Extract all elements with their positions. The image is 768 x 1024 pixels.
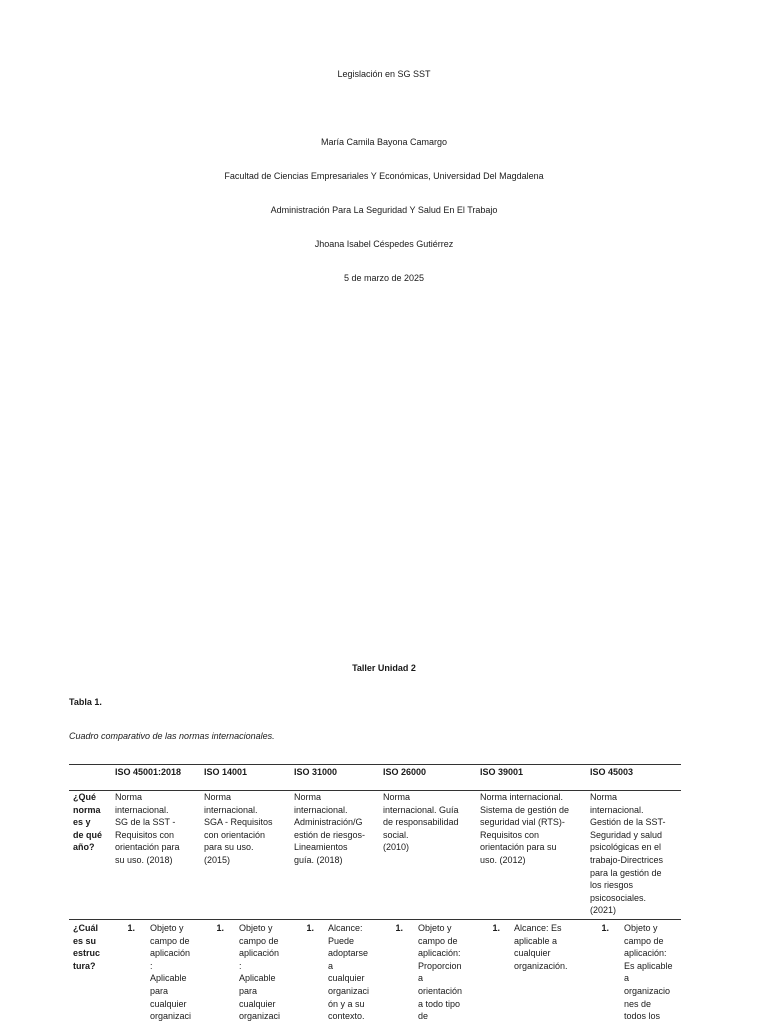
row-header-estructura: ¿Cuál es su estruc tura? xyxy=(73,923,101,971)
document-title: Legislación en SG SST xyxy=(337,69,431,79)
table-top-rule xyxy=(69,764,681,765)
list-number: 1. xyxy=(492,923,500,933)
teacher-name: Jhoana Isabel Céspedes Gutiérrez xyxy=(314,239,454,249)
cell-26000-norma: Norma internacional. Guía de responsabilidad social. (2010) xyxy=(383,792,459,853)
cell-45001-estructura: Objeto y campo de aplicación : Aplicable para cualquier organizaci xyxy=(150,923,192,1022)
list-number: 1. xyxy=(216,923,224,933)
course-name: Administración Para La Seguridad Y Salud En El Trabajo xyxy=(270,205,498,215)
cell-45001-norma: Norma internacional. SG de la SST - Requisitos con orientación para su uso. (2018) xyxy=(115,792,180,865)
list-number: 1. xyxy=(601,923,609,933)
cell-39001-norma: Norma internacional. Sistema de gestión de seguridad vial (RTS)- Requisitos con orientación para su uso. (2012) xyxy=(480,792,570,865)
cell-14001-norma: Norma internacional. SGA - Requisitos con orientación para su uso. (2015) xyxy=(204,792,273,865)
author-name: María Camila Bayona Camargo xyxy=(320,137,448,147)
faculty-name: Facultad de Ciencias Empresariales Y Económicas, Universidad Del Magdalena xyxy=(224,171,544,181)
document-date: 5 de marzo de 2025 xyxy=(343,273,425,283)
list-number: 1. xyxy=(395,923,403,933)
header-iso-45003: ISO 45003 xyxy=(590,767,634,777)
list-number: 1. xyxy=(127,923,135,933)
cell-14001-estructura: Objeto y campo de aplicación : Aplicable para cualquier organizaci xyxy=(239,923,281,1022)
table-caption: Cuadro comparativo de las normas internacionales. xyxy=(69,731,275,741)
header-iso-14001: ISO 14001 xyxy=(204,767,248,777)
header-iso-26000: ISO 26000 xyxy=(383,767,427,777)
list-number: 1. xyxy=(306,923,314,933)
taller-title: Taller Unidad 2 xyxy=(352,663,416,673)
cell-45003-norma: Norma internacional. Gestión de la SST- Seguridad y salud psicológicas en el trabajo-Directrices para la gestión de los riesgos psicosociales. (2021) xyxy=(590,792,666,916)
cell-26000-estructura: Objeto y campo de aplicación: Proporcion a orientación a todo tipo de xyxy=(418,923,463,1022)
row-header-que-norma: ¿Qué norma es y de qué año? xyxy=(73,792,103,853)
cell-39001-estructura: Alcance: Es aplicable a cualquier organización. xyxy=(514,923,568,971)
cell-31000-norma: Norma internacional. Administración/G estión de riesgos- Lineamientos guía. (2018) xyxy=(294,792,366,865)
header-iso-45001: ISO 45001:2018 xyxy=(115,767,182,777)
header-iso-31000: ISO 31000 xyxy=(294,767,338,777)
table-row-rule xyxy=(69,919,681,920)
cell-31000-estructura: Alcance: Puede adoptarse a cualquier organizaci ón y a su contexto. xyxy=(328,923,370,1022)
table-label: Tabla 1. xyxy=(69,697,102,707)
cell-45003-estructura: Objeto y campo de aplicación: Es aplicable a organizacio nes de todos los xyxy=(624,923,673,1022)
header-iso-39001: ISO 39001 xyxy=(480,767,524,777)
